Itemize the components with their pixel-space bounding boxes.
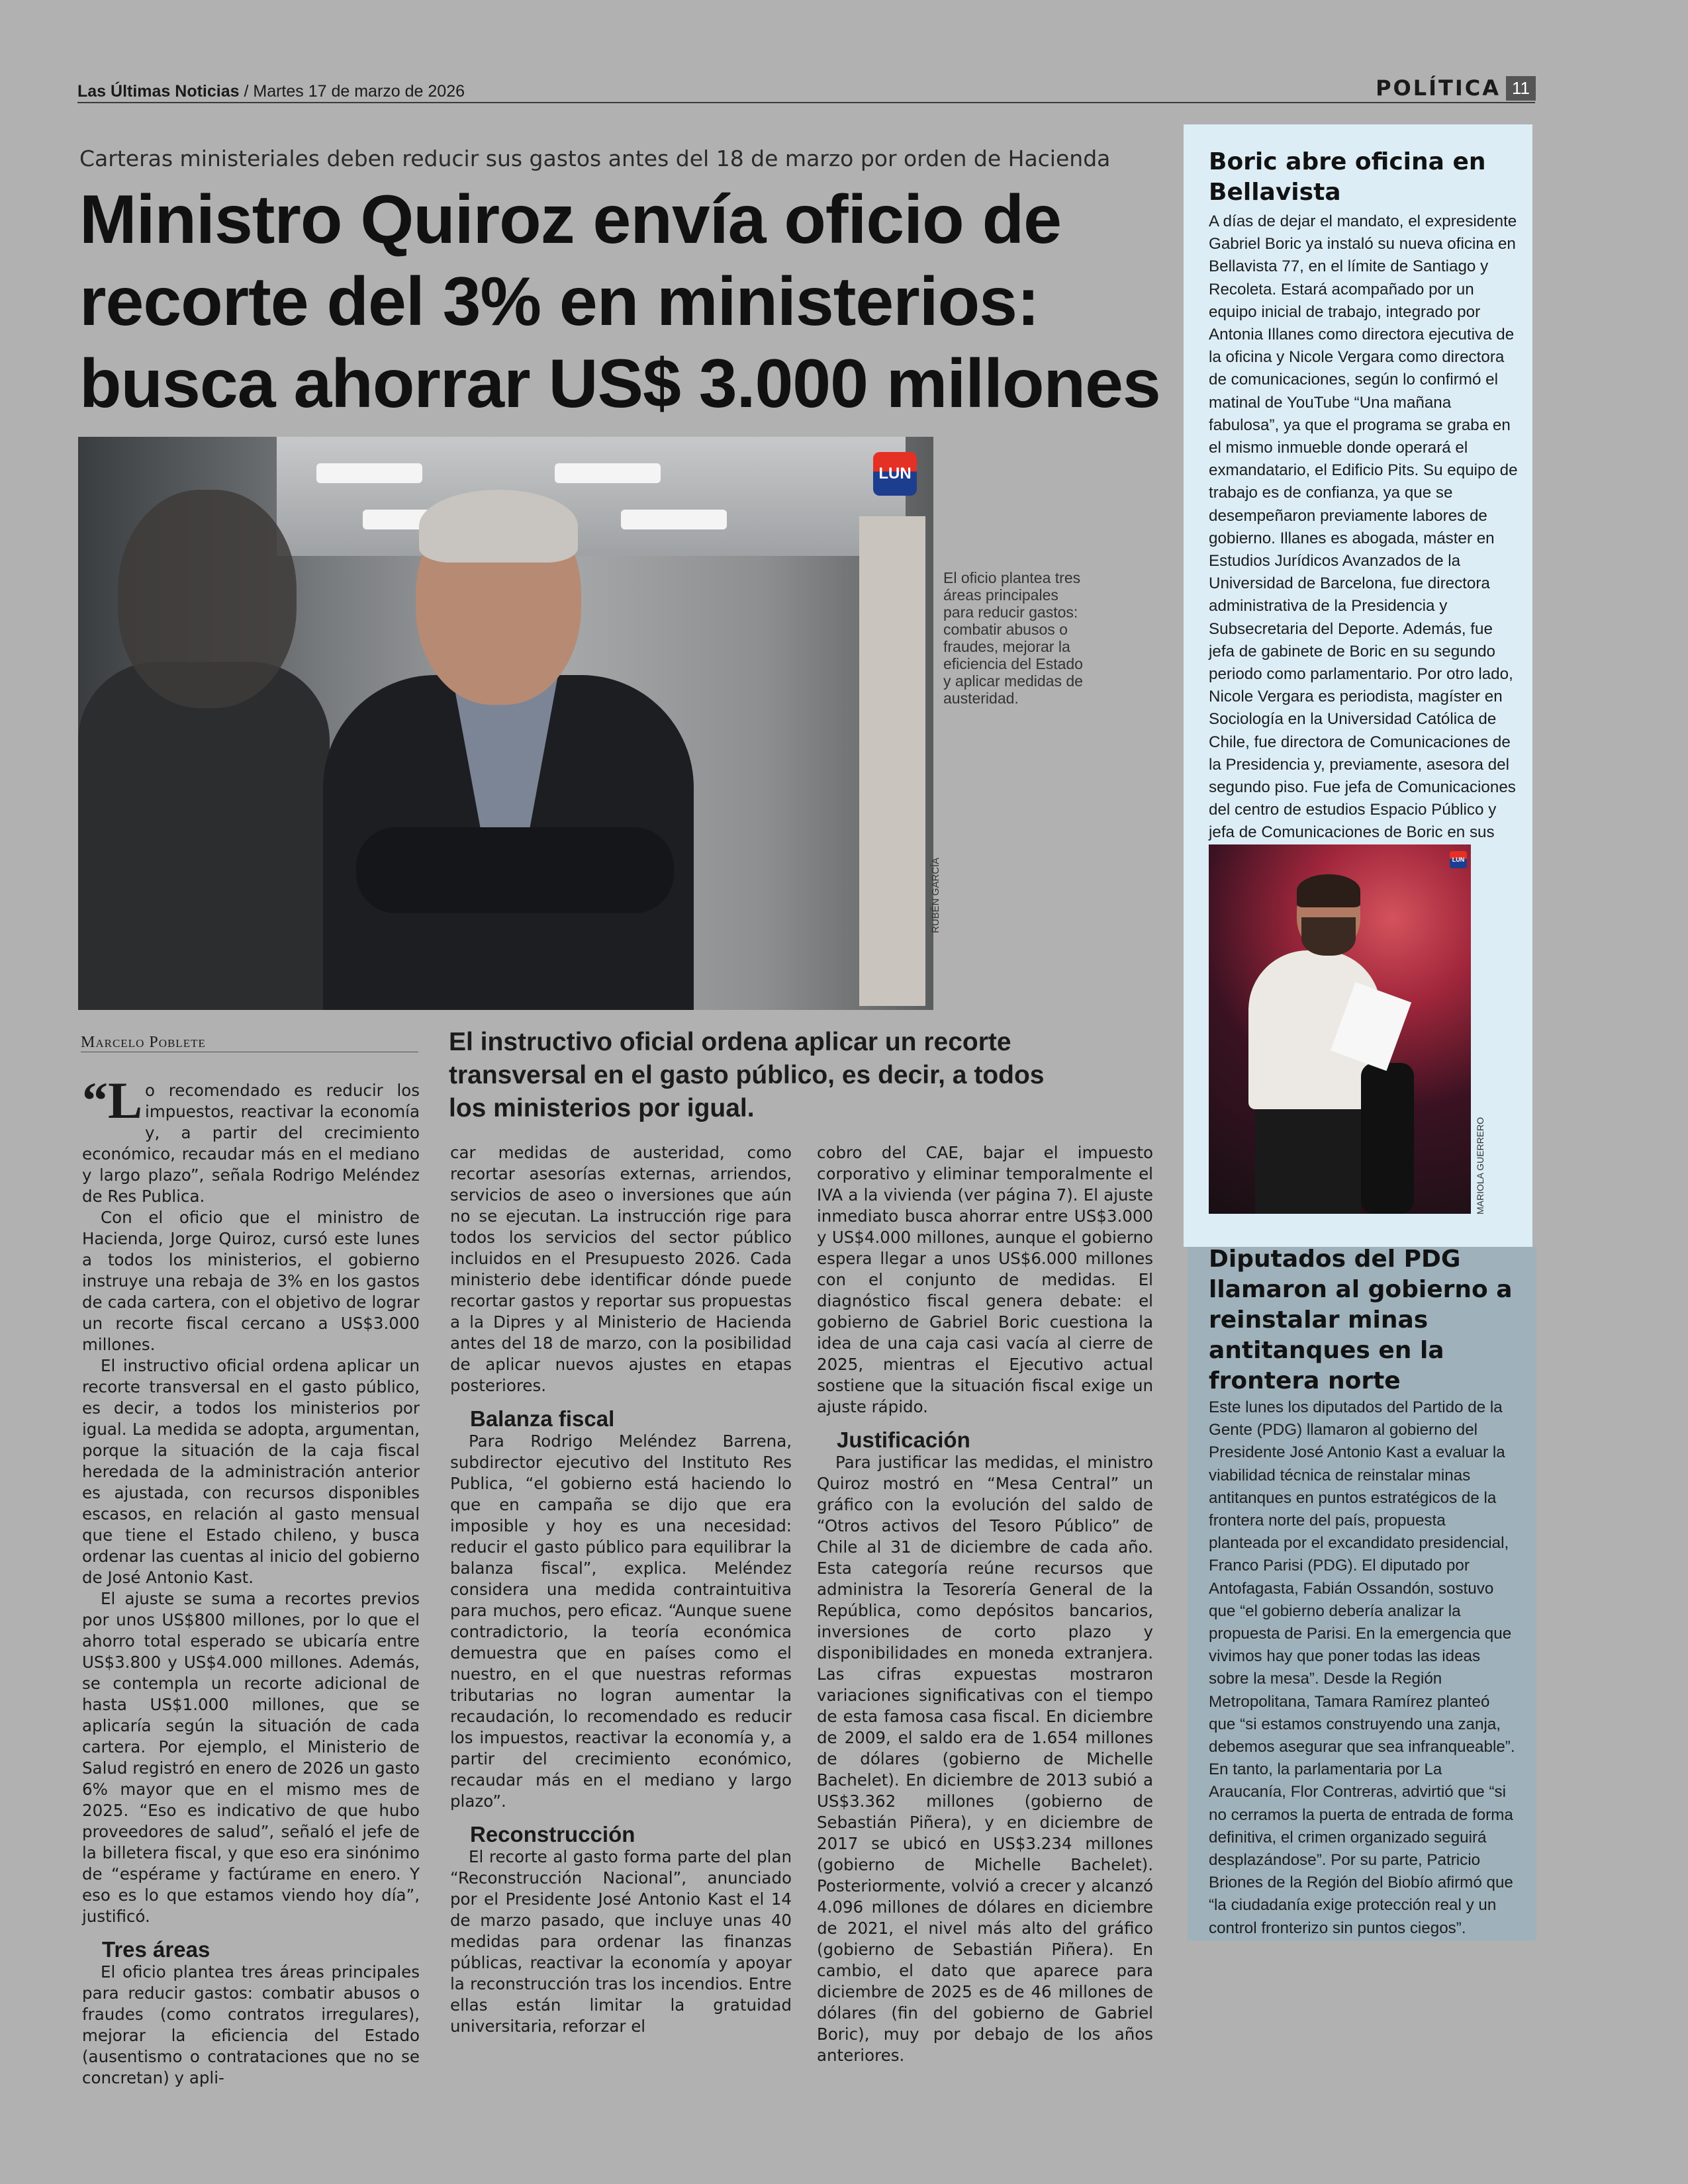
photo-light	[316, 463, 422, 483]
main-photo	[78, 437, 933, 1010]
photo-person-legs	[1255, 1103, 1361, 1214]
photo-person-hair	[1297, 874, 1360, 907]
photo-person-beard	[1301, 917, 1356, 956]
section-label	[1376, 75, 1536, 101]
subheading-justificacion: Justificación	[837, 1428, 970, 1452]
sidebar-pdg-title: Diputados del PDG llamaron al gobierno a reinstalar minas antitanques en la frontera norte	[1209, 1246, 1513, 1394]
issue-date: / Martes 17 de marzo de 2026	[244, 82, 465, 101]
page-number: 11	[1506, 76, 1536, 101]
paragraph: o recomendado es reducir los impuestos, reactivar la economía y, a partir del crecimiento económico, recaudar más en el mediano y largo plazo”, señala Rodrigo Meléndez de Res Publica.	[82, 1081, 420, 1206]
photo-person-arms	[356, 827, 674, 913]
photo-person-hair	[419, 490, 578, 563]
paragraph: car medidas de austeridad, como recortar asesorías externas, arriendos, servicios de aseo o inversiones que aún no se ejecutan. La instrucción rige para todos los servicios del sector público incluidos en el Presupuesto 2026. Cada ministerio debe identificar dónde puede recortar gastos y reportar sus propuestas a la Dipres y al Ministerio de Hacienda antes del 18 de marzo, con la posibilidad de aplicar nuevos ajustes en etapas posteriores.	[450, 1143, 792, 1395]
photo-light	[621, 510, 727, 529]
article-column-3	[817, 1142, 1153, 2066]
paragraph: El instructivo oficial ordena aplicar un recorte transversal en el gasto público, es decir, a todos los ministerios por igual. La medida se adopta, argumentan, porque la situación de la caja fiscal heredada de la administración anterior es ajustada, con recursos disponibles escasos, en relación al gasto mensual que tiene el Estado chileno, y busca ordenar las cuentas al inicio del gobierno de José Antonio Kast.	[82, 1356, 420, 1587]
sidebar-boric-text: A días de dejar el mandato, el expresidente Gabriel Boric ya instaló su nueva oficina en Bellavista 77, en el límite de Santiago y Recoleta. Estará acompañado por un equipo inicial de trabajo, integrado por Antonia Illanes como directora ejecutiva de la oficina y Nicole Vergara como directora de comunicaciones, según lo confirmó el matinal de YouTube “Una mañana fabulosa”, ya que el programa se graba en el mismo inmueble donde operará el exmandatario, el Edificio Pits. Su equipo de trabajo es de confianza, ya que se desempeñaron previamente labores de gobierno. Illanes es abogada, máster en Estudios Jurídicos Avanzados de la Universidad de Barcelona, fue directora administrativa de la Presidencia y Subsecretaria del Deporte. Además, fue jefa de gabinete de Boric en su segundo periodo como parlamentario. Por otro lado, Nicole Vergara es periodista, magíster en Sociología en la Universidad Católica de Chile, fue directora de Comunicaciones de la Presidencia y, previamente, asesora del segundo piso. Fue jefa de Comunicaciones del centro de estudios Espacio Público y jefa de Comunicaciones de Boric en sus	[1209, 212, 1518, 842]
drop-quote: “L	[82, 1071, 143, 1129]
article-kicker: Carteras ministeriales deben reducir sus gastos antes del 18 de marzo por orden de Hacienda	[79, 146, 1111, 171]
sidebar-boric-title: Boric abre oficina en Bellavista	[1209, 148, 1486, 206]
paragraph: Para Rodrigo Meléndez Barrena, subdirector ejecutivo del Instituto Res Publica, “el gobierno está haciendo lo que en campaña se dijo que era imposible y hoy es una necesidad: reducir el gasto público para equilibrar la balanza fiscal”, explica. Meléndez considera una medida contraintuitiva para muchos, pero eficaz. “Aunque suene contradictorio, la teoría económica demuestra que en países como el nuestro, en el que nuestras reformas tributarias no logran aumentar la recaudación, lo recomendado es reducir los impuestos, reactivar la economía y, a partir del crecimiento económico, recaudar más en el mediano y largo plazo”.	[450, 1432, 792, 1811]
photo-reflection-head	[118, 490, 297, 708]
paragraph: Para justificar las medidas, el ministro Quiroz mostró en “Mesa Central” un gráfico con la evolución del saldo de “Otros activos del Tesoro Público” de Chile al 31 de diciembre de cada año. Esta categoría reúne recursos que administra la Tesorería General de la República, como depósitos bancarios, inversiones de corto plazo y disponibilidades en moneda extranjera. Las cifras expuestas mostraron variaciones significativas con el tiempo de esta famosa casa fiscal. En diciembre de 2009, el saldo era de 1.654 millones de dólares (gobierno de Michelle Bachelet). En diciembre de 2013 subió a US$3.362 millones (gobierno de Sebastián Piñera), y en diciembre de 2017 se ubicó en US$3.234 millones (gobierno de Michelle Bachelet). Posteriormente, volvió a crecer y alcanzó 4.096 millones de dólares en diciembre de 2021, el nivel más alto del gráfico (gobierno de Sebastián Piñera). En cambio, el dato que aparece para diciembre de 2025 es de 46 millones de dólares (fin del gobierno de Gabriel Boric), muy por debajo de los años anteriores.	[817, 1453, 1153, 2065]
lun-logo: LUN	[1450, 851, 1467, 868]
header-rule	[77, 102, 1535, 103]
paragraph: Con el oficio que el ministro de Hacienda, Jorge Quiroz, cursó este lunes a todos los ministerios, el gobierno instruye una rebaja de 3% en los gastos de cada cartera, con el objetivo de lograr un recorte fiscal cercano a US$3.000 millones.	[82, 1208, 420, 1354]
pull-quote: El instructivo oficial ordena aplicar un recorte transversal en el gasto público, es decir, a todos los ministerios por igual.	[449, 1028, 1045, 1122]
photo-door	[859, 516, 925, 1006]
byline: Marcelo Poblete	[81, 1034, 206, 1051]
paragraph: cobro del CAE, bajar el impuesto corporativo y eliminar temporalmente el IVA a la vivienda (ver página 7). El ajuste inmediato busca ahorrar entre US$3.000 y US$4.000 millones, aunque el gobierno espera llegar a unos US$6.000 millones con el conjunto de medidas. El diagnóstico fiscal genera debate: el gobierno de Gabriel Boric cuestiona la idea de una caja casi vacía al cierre de 2025, mientras el Ejecutivo actual sostiene que la situación fiscal exige un ajuste rápido.	[817, 1143, 1153, 1416]
lun-logo: LUN	[873, 452, 917, 496]
publication-name: Las Últimas Noticias	[77, 82, 240, 101]
section-name: POLÍTICA	[1376, 75, 1501, 101]
subheading-reconstruccion: Reconstrucción	[470, 1822, 635, 1846]
photo-ceiling	[277, 437, 906, 556]
subheading-tres-areas: Tres áreas	[102, 1937, 211, 1962]
paragraph: El ajuste se suma a recortes previos por unos US$800 millones, por lo que el ahorro total esperado se ubicaría entre US$3.800 y US$4.000 millones. Además, se contempla un recorte adicional de hasta US$1.000 millones, que se aplicaría según la situación de cada cartera. Por ejemplo, el Ministerio de Salud registró en enero de 2026 un gasto 6% mayor que en el mismo mes de 2025. “Eso es indicativo de que hubo proveedores de salud”, señaló el jefe de la billetera fiscal, y que eso era sinónimo de “espérame y factúrame en enero. Y eso es lo que estamos viendo hoy día”, justificó.	[82, 1589, 420, 1926]
article-column-2	[450, 1142, 792, 2037]
photo-credit: RUBÉN GARCÍA	[930, 857, 941, 933]
subheading-balanza-fiscal: Balanza fiscal	[470, 1406, 615, 1431]
paragraph: El oficio plantea tres áreas principales para reducir gastos: combatir abusos o fraudes (como contratos irregulares), mejorar la eficiencia del Estado (ausentismo o contrataciones que no se concretan) y apli-	[82, 1962, 420, 2087]
article-headline: Ministro Quiroz envía oficio de recorte del 3% en ministerios: busca ahorrar US$ 3.000 millones	[79, 181, 1160, 422]
article-column-1	[82, 1071, 420, 2089]
photo-person-jacket	[1361, 1063, 1414, 1214]
page-header	[77, 82, 465, 101]
photo-reflection-body	[78, 662, 330, 1010]
boric-photo	[1209, 844, 1471, 1214]
boric-photo-credit: MARIOLA GUERRERO	[1475, 1116, 1485, 1214]
paragraph: El recorte al gasto forma parte del plan “Reconstrucción Nacional”, anunciado por el Presidente José Antonio Kast el 14 de marzo pasado, que incluye unas 40 medidas para ordenar las finanzas públicas, reactivar la economía y apoyar la reconstrucción tras los incendios. Entre ellas están limitar la gratuidad universitaria, reforzar el	[450, 1847, 792, 2036]
sidebar-pdg-text: Este lunes los diputados del Partido de la Gente (PDG) llamaron al gobierno del Presidente José Antonio Kast a evaluar la viabilidad técnica de reinstalar minas antitanques en puntos estratégicos de la frontera norte del país, propuesta planteada por el excandidato presidencial, Franco Parisi (PDG). El diputado por Antofagasta, Fabián Ossandón, sostuvo que “el gobierno debería analizar la propuesta de Parisi. En la emergencia que vivimos hay que poner todas las ideas sobre la mesa”. Desde la Región Metropolitana, Tamara Ramírez planteó que “si estamos construyendo una zanja, debemos asegurar que sea infranqueable”. En tanto, la parlamentaria por La Araucanía, Flor Contreras, advirtió que “si no cerramos la puerta de entrada de forma definitiva, el crimen organizado seguirá desplazándose”. Por su parte, Patricio Briones de la Región del Biobío afirmó que “la ciudadanía exige protección real y un control fronterizo sin puntos ciegos”.	[1209, 1398, 1515, 1937]
photo-caption: El oficio plantea tres áreas principales para reducir gastos: combatir abusos o fraudes, mejorar la eficiencia del Estado y aplicar medidas de austeridad.	[943, 569, 1083, 707]
photo-light	[555, 463, 661, 483]
